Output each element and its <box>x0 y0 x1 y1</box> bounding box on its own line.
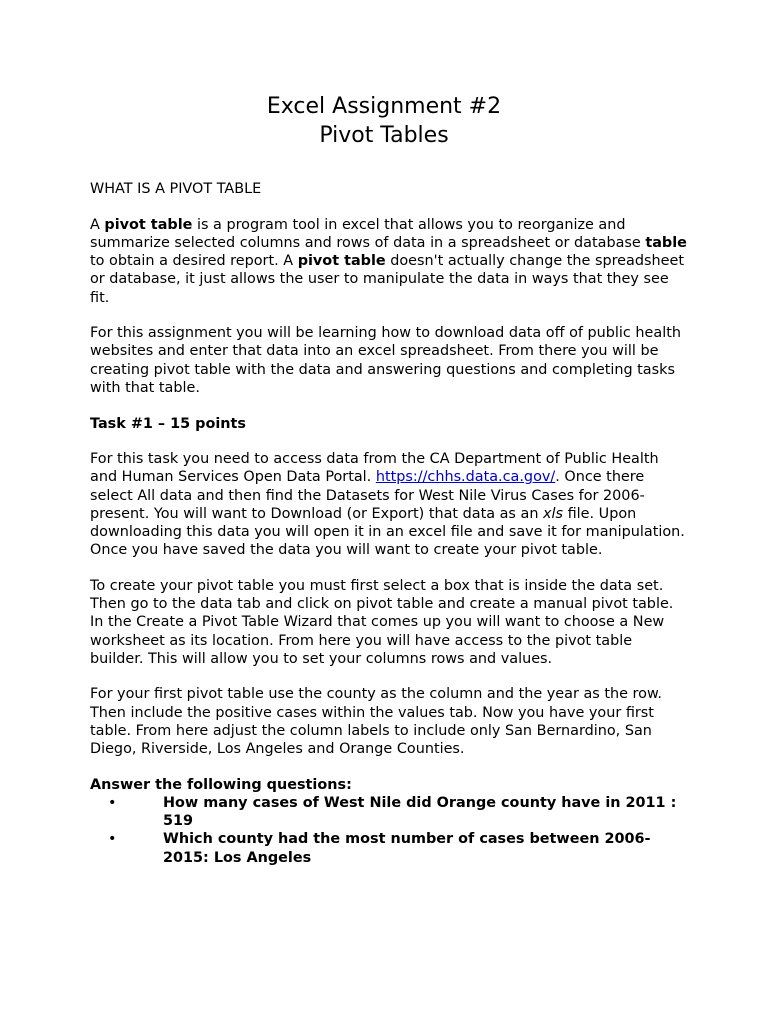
questions-heading: Answer the following questions: <box>90 776 352 793</box>
question-text: Which county had the most number of cases between 2006-2015: Los Angeles <box>163 831 651 866</box>
document-title <box>0 92 768 150</box>
bullet-icon: • <box>108 794 117 811</box>
bold-term: table <box>645 234 687 251</box>
text-run: file. Upon downloading this data you will open it in an excel file and save it for manipulation. Once you have saved the data you will want to create your pivot table. <box>90 505 685 559</box>
bold-term: pivot table <box>104 216 193 233</box>
section-heading: WHAT IS A PIVOT TABLE <box>90 181 262 197</box>
text-run: A <box>90 216 105 233</box>
text-run: doesn't actually change the spreadsheet or database, it just allows the user to manipulate the data in ways that they see fit. <box>90 253 684 306</box>
bold-term: pivot table <box>297 253 386 270</box>
task-heading: Task #1 – 15 points <box>90 415 246 432</box>
text-run: is a program tool in excel that allows you to reorganize and summarize selected columns and rows of data in a spreadsheet or database <box>90 216 646 251</box>
italic-term: xls <box>543 505 564 522</box>
first-pivot-paragraph: For your first pivot table use the county as the column and the year as the row. Then include the positive cases within the values tab. Now you have your first table. From here adjust the column labels to include only San Bernardino, San Diego, Riverside, Los Angeles and Orange Counties. <box>90 686 662 758</box>
text-run: . Once there select All data and then find the Datasets for West Nile Virus Cases for 2006-present. You will want to Download (or Export) that data as an <box>90 469 645 522</box>
question-text: How many cases of West Nile did Orange county have in 2011 : 519 <box>163 794 677 830</box>
title-line-2: Pivot Tables <box>319 123 449 148</box>
bullet-icon: • <box>108 831 117 848</box>
pivot-definition-paragraph <box>90 216 690 307</box>
data-portal-link[interactable]: https://chhs.data.ca.gov/ <box>375 469 556 486</box>
text-run: For this task you need to access data from the CA Department of Public Health and Human Services Open Data Portal. <box>90 451 659 486</box>
text-run: to obtain a desired report. A <box>90 253 298 270</box>
list-item <box>108 794 690 830</box>
assignment-overview-paragraph: For this assignment you will be learning how to download data off of public health websites and enter that data into an excel spreadsheet. From there you will be creating pivot table with the data and answering questions and completing tasks with that table. <box>90 325 681 396</box>
data-access-paragraph <box>90 450 690 559</box>
title-line-1: Excel Assignment #2 <box>266 94 502 119</box>
list-item <box>108 830 690 866</box>
create-pivot-paragraph: To create your pivot table you must first select a box that is inside the data set. Then go to the data tab and click on pivot table and create a manual pivot table. In the Create a Pivot Table Wizard that comes up you will want to choose a New worksheet as its location. From here you will have access to the pivot table builder. This will allow you to set your columns rows and values. <box>90 577 674 667</box>
document-body <box>90 180 690 867</box>
questions-list <box>90 794 690 867</box>
